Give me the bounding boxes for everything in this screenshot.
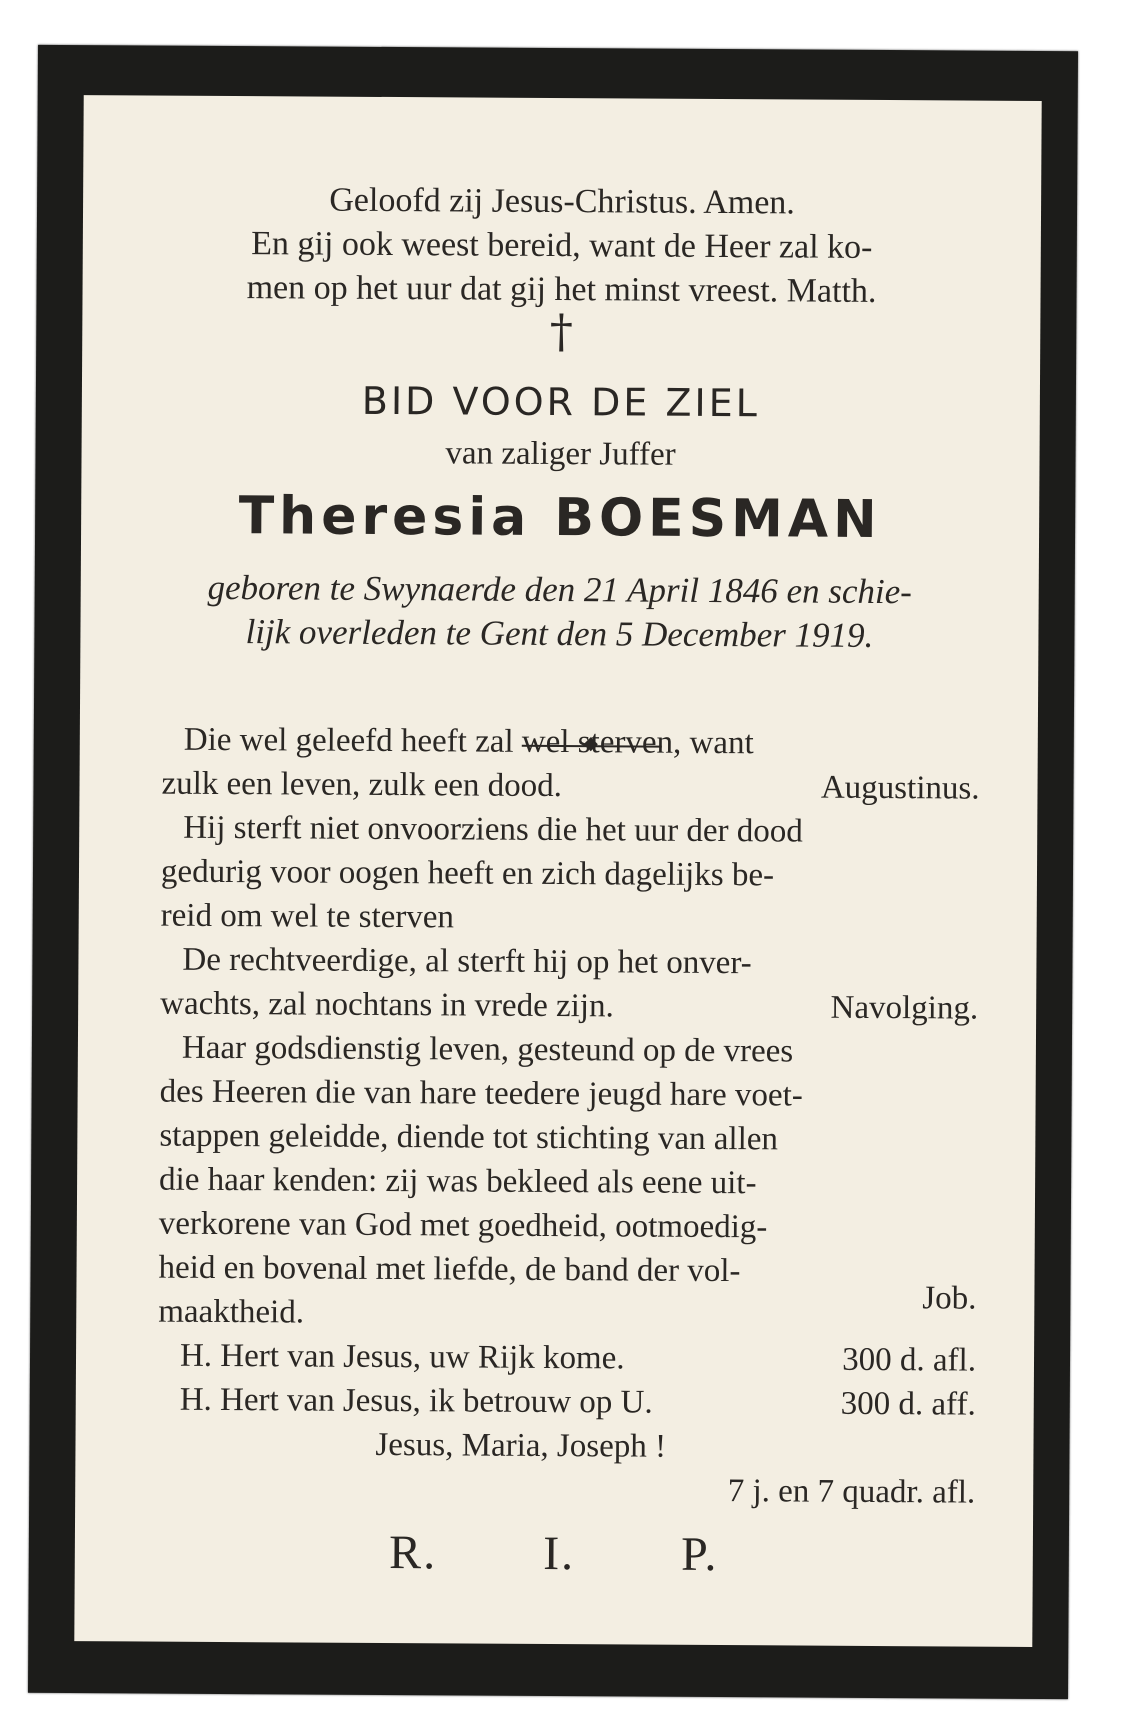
- quote-source: Augustinus.: [820, 769, 980, 807]
- quote-line: die haar kenden: zij was bekleed als eene uit-: [159, 1161, 757, 1202]
- quote-line: heid en bovenal met liefde, de band der vol-: [158, 1249, 741, 1290]
- verse-line: Geloofd zij Jesus-Christus. Amen.: [329, 181, 795, 222]
- rip-letter: P.: [680, 1527, 719, 1582]
- quote-line: maaktheid. Job.: [158, 1290, 976, 1339]
- verse-line: men op het uur dat gij het minst vreest. Matth.: [246, 269, 877, 310]
- cross-icon: †: [549, 303, 573, 359]
- rip-line: [75, 1523, 1033, 1584]
- prayer-line: H. Hert van Jesus, uw Rijk kome. 300 d. afl.: [158, 1334, 976, 1383]
- invocation-indulgence-line: [157, 1466, 975, 1515]
- quote-line: Haar godsdienstig leven, gesteund op de vrees: [181, 1029, 794, 1070]
- mourning-card: [28, 45, 1078, 1699]
- prayer-heading: BID VOOR DE ZIEL: [361, 378, 761, 426]
- quote-source: Navolging.: [830, 989, 979, 1027]
- dates-line: geboren te Swynaerde den 21 April 1846 en schie-: [207, 567, 913, 612]
- card-paper: [74, 95, 1041, 1647]
- quote-line: stappen geleidde, diende tot stichting van allen: [159, 1117, 779, 1158]
- birth-death-dates: [80, 565, 1039, 659]
- quote-line: reid om wel te sterven: [160, 897, 455, 936]
- prayer-line: H. Hert van Jesus, ik betrouw op U. 300 d. aff.: [158, 1378, 976, 1427]
- quote-line: Hij sterft niet onvoorziens die het uur der dood: [183, 809, 803, 850]
- rip-letter: R.: [388, 1526, 438, 1580]
- quote-line: wachts, zal nochtans in vrede zijn. Navolging.: [160, 982, 978, 1031]
- rip-letter: I.: [543, 1526, 576, 1581]
- quote-line: des Heeren die van hare teedere jeugd hare voet-: [159, 1073, 803, 1114]
- indulgence: 7 j. en 7 quadr. afl.: [727, 1473, 976, 1511]
- quote-line: zulk een leven, zulk een dood. Augustinus.: [161, 762, 979, 811]
- quote-source: Job.: [922, 1280, 977, 1317]
- invocation-line: Jesus, Maria, Joseph !: [375, 1426, 667, 1465]
- title-line: van zaliger Juffer: [445, 435, 676, 473]
- indulgence: 300 d. afl.: [842, 1341, 977, 1379]
- quote-line: De rechtveerdige, al sterft hij op het onver-: [182, 941, 752, 982]
- quote-line: Die wel geleefd heeft zal wel sterven, want: [183, 721, 754, 762]
- quotes-block: [157, 718, 980, 1515]
- deceased-name: Theresia BOESMAN: [238, 486, 882, 551]
- verse-line: En gij ook weest bereid, want de Heer zal ko-: [251, 225, 873, 266]
- quote-line: verkorene van God met goedheid, ootmoedig-: [158, 1205, 768, 1246]
- dates-line: lijk overleden te Gent den 5 December 1919.: [245, 612, 874, 655]
- header-verse: [82, 177, 1041, 315]
- quote-line: gedurig voor oogen heeft en zich dagelijks be-: [160, 853, 775, 894]
- indulgence: 300 d. aff.: [840, 1385, 976, 1423]
